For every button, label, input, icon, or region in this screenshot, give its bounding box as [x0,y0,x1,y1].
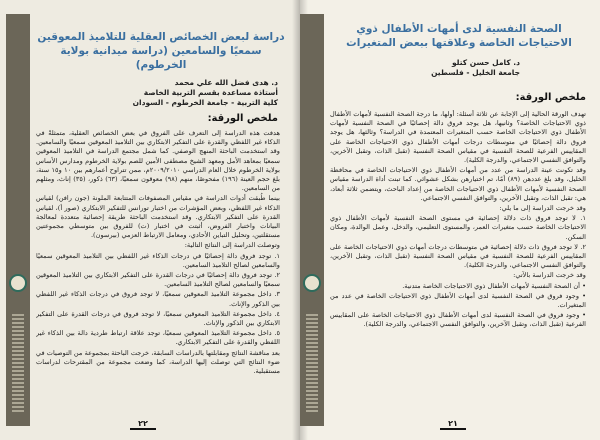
left-paragraph: ٣. داخل مجموعة التلاميذ المعوقين سمعيًا، لا توجد فروق في درجات الذكاء غير اللفظي بين الذكور والإناث. [36,290,280,308]
left-paragraph: ٤. داخل مجموعة التلاميذ المعوقين سمعيًا، لا توجد فروق في درجات القدرة على التفكير الابتكاري بين الذكور والإناث. [36,309,280,328]
right-sidebar-strip [300,14,324,426]
left-author-name: د. هدى فضل الله علي محمد [174,78,278,87]
right-header [330,22,588,50]
left-paragraph: ٥. داخل مجموعة التلاميذ المعوقين سمعيًا، توجد علاقة ارتباط طردية دالة بين الذكاء غير اللفظي والقدرة على التفكير الابتكاري. [36,329,280,347]
left-author-block [36,78,278,108]
right-abstract-heading: ملخص الورقة: [515,92,586,103]
sidebar-journal-text [306,314,318,414]
right-author-affiliation: جامعة الخليل - فلسطين [431,68,520,77]
right-abstract-heading-wrap [330,92,586,103]
left-paper-title: دراسة لبعض الخصائص العقلية للتلاميذ المعوقين سمعيًا والسامعين (دراسة ميدانية بولاية الخرطوم) [37,31,285,71]
left-paragraph: بعد مناقشة النتائج ومقابلتها بالدراسات السابقة، خرجت الباحثة بمجموعة من التوصيات في ضوء النتائج التي توصلت إليها الدراسة، كما وضعت مجموعة من المقترحات لدراسات مستقبلية. [36,348,280,376]
right-paragraph: ١. لا توجد فروق ذات دلالة إحصائية في مستوى الصحة النفسية لأمهات الأطفال ذوي الاحتياجات الخاصة حسب متغيرات العمر، والمستوى التعليمي، والدخل، وعمل الوالدة، ومكان السكن. [330,214,586,241]
left-header [36,30,286,72]
left-paragraph: هدفت هذه الدراسة إلى التعرف على الفروق في بعض الخصائص العقلية، متمثلةً في الذكاء غير اللفظي والقدرة على التفكير الابتكاري بين التلاميذ المعوقين سمعيًا والسامعين. وقد استخدمت الباحثة المنهج الوصفي. كما شمل مجتمع الدراسة في التلاميذ المعوقين سمعيًا بمعاهد الأمل ومعهد الشيخ مصطفى الأمين للصم بولاية الخرطوم ومدارس الأساس بولاية الخرطوم خلال العام الدراسي ٢٠٠٩/٢٠١٠م، ممن تتراوح أعمارهم بين ١٠ و١٥ سنة، بلغ حجم العينة (١٩٦) مفحوصًا، منهم (٩٨) معوقون سمعيًا، (٦٣) ذكور، (٣٥) إناث، ومثلهم من السامعين. [36,129,280,193]
left-author-affiliation: كلية التربية - جامعة الخرطوم - السودان [132,98,278,107]
journal-emblem-icon [9,274,27,292]
right-paragraph: ٢. لا توجد فروق ذات دلالة إحصائية في متوسطات درجات أمهات ذوي الاحتياجات الخاصة على المقاييس الفرعية للصحة النفسية في مقياس الصحة النفسية (تقبل الذات، وتقبل الآخرين، والتوافق النفسي الاجتماعي، والدرجة الكلية). [330,242,586,270]
right-paragraph: • وجود فروق في الصحة النفسية لدى أمهات الأطفال ذوي الاحتياجات الخاصة على المقاييس الفرعية (تقبل الذات، وتقبل الآخرين، والتوافق النفسي الاجتماعي، والدرجة الكلية). [330,311,586,329]
left-abstract-heading: ملخص الورقة: [207,113,278,124]
right-paragraph: وقد خرجت الدراسة إلى ما يلي: [499,204,586,213]
left-paragraph: ٢. توجد فروق دالة إحصائيًا في درجات القدرة على التفكير الابتكاري بين التلاميذ المعوقين سمعيًا والسامعين لصالح التلاميذ السامعين. [36,271,280,289]
left-page-number: ٢٢ [130,419,156,430]
right-abstract-body [330,110,586,410]
left-paragraph: وتوصلت الدراسة إلى النتائج التالية: [184,241,280,250]
left-paragraph: بينما طُبقت أدوات الدراسة في مقياس المصفوفات المتتابعة الملونة (جون رافن) لقياس الذكاء غير اللفظي، وبعض المؤشرات من اختبار تورانس للتفكير الابتكاري (صور أ)، لقياس القدرة على التفكير الابتكاري. وقد استخدمت الباحثة طريقة إحصائية متعددة لمعالجة البيانات واختبار الفروض، أثبتت في اختبار (ت) للفروق بين متوسطي مجموعتين مستقلتين، وتحليل التباين الأحادي، ومعامل الارتباط العزمي (بيرسون). [36,194,280,240]
right-paragraph: • أن الصحة النفسية لأمهات الأطفال ذوي الاحتياجات الخاصة متدنية. [402,281,586,290]
gutter-shadow [292,0,300,440]
right-paragraph: • وجود فروق في الصحة النفسية لدى أمهات الأطفال ذوي الاحتياجات الخاصة في عدد من المتغيرات. [330,291,586,310]
sidebar-journal-text [12,314,24,414]
right-paragraph: وقد خرجت الدراسة بالآتي: [513,271,586,280]
right-page-number: ٢١ [440,419,466,430]
right-author-name: د. كامل حسن كتلو [451,58,520,67]
left-paragraph: ١. توجد فروق دالة إحصائيًا في درجات الذكاء غير اللفظي بين التلاميذ المعوقين سمعيًا والسامعين لصالح التلاميذ السامعين. [36,251,280,269]
right-author-block [330,58,520,78]
left-sidebar-strip [6,14,30,426]
right-paper-title: الصحة النفسية لدى أمهات الأطفال ذوي الاحتياجات الخاصة وعلاقتها ببعض المتغيرات [346,23,572,49]
left-abstract-body [36,129,280,411]
left-author-title: أستاذة مساعدة بقسم التربية الخاصة [143,88,278,97]
right-paragraph: تهدف الورقة الحالية إلى الإجابة عن ثلاثة أسئلة: أولها، ما درجة الصحة النفسية لأمهات الأطفال ذوي الاحتياجات الخاصة؟ وثانيها، هل يوجد فروق دالة إحصائيًا في الصحة النفسية لأمهات الأطفال ذوي الاحتياجات الخاصة حسب المتغيرات المعتمدة في الدراسة؟ وثالثها، هل يوجد فروق دالة إحصائيًا في متوسطات درجات أمهات الأطفال ذوي الاحتياجات الخاصة على المقاييس الفرعية للصحة النفسية في مقياس الصحة النفسية (تقبل الذات، وتقبل الآخرين، والتوافق النفسي الاجتماعي، والدرجة الكلية). [330,110,586,165]
left-abstract-heading-wrap [36,113,278,124]
right-paragraph: وقد تكونت عينة الدراسة من عدد من أمهات الأطفال ذوي الاحتياجات الخاصة في محافظة الخليل، وقد بلغ عددهن (٨٩) أمًا، تم اختيارهن بشكل عشوائي. كما تبنت أداة الدراسة مقياس الصحة النفسية لأمهات الأطفال ذوي الاحتياجات الخاصة من إعداد الباحث، ويتضمن ثلاثة أبعاد، هي: تقبل الذات، وتقبل الآخرين، والتوافق النفسي الاجتماعي. [330,166,586,202]
right-page [300,0,600,440]
journal-emblem-icon [303,274,321,292]
